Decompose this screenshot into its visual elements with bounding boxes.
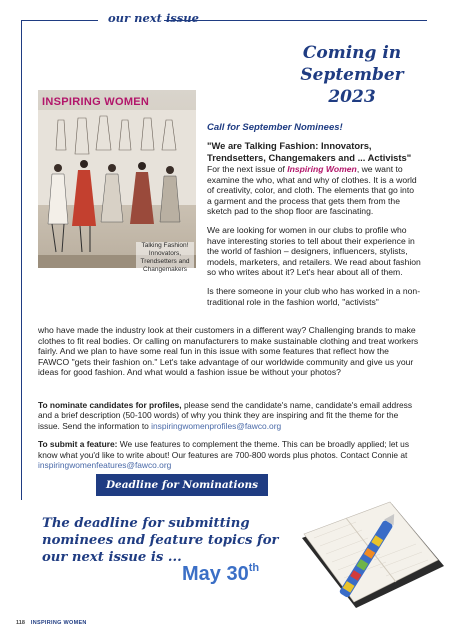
footer-brand: INSPIRING WOMEN [30, 620, 87, 626]
coming-heading [282, 42, 422, 108]
profiles-paragraph: We are looking for women in our clubs to profile who have interesting stories to tell about their experience in the world of fashion – designers, influencers, stylists, models, marketers, and retailers. We read about fashion so who writes about it? Let's hear about all of them. [207, 224, 421, 278]
article-body-column [207, 140, 421, 315]
deadline-date-suffix: th [248, 562, 260, 574]
cover-caption-line: Talking Fashion! [141, 242, 189, 249]
cover-caption-line: Innovators, [148, 250, 182, 257]
submission-instructions [38, 400, 422, 478]
theme-quote: "We are Talking Fashion: Innovators, Trendsetters, Changemakers and ... Activists" [207, 140, 412, 163]
deadline-date [182, 562, 259, 586]
deadline-line: nominees and feature topics for [42, 533, 279, 548]
planner-and-pen-image [296, 500, 446, 615]
coming-line2: September 2023 [300, 65, 404, 107]
cover-caption-line: Changemakers [142, 266, 188, 273]
profiles-email-link[interactable]: inspiringwomenprofiles@fawco.org [151, 420, 282, 431]
feature-instructions [38, 439, 422, 470]
deadline-line: our next issue is ... [42, 550, 182, 565]
feature-heading: To submit a feature: [38, 439, 118, 450]
deadline-date-main: May 30 [182, 563, 249, 585]
deadline-line: The deadline for submitting [42, 516, 250, 531]
feature-text: We use features to complement the theme. This can be broadly applied; let us know what you'd like to write about! Our features are 700-800 words plus photos. Contact Connie at [38, 439, 410, 460]
magazine-name: Inspiring Women [287, 164, 357, 174]
cover-caption-line: Trendsetters and [140, 258, 190, 265]
section-label: our next issue [108, 11, 199, 25]
activists-paragraph-continued: who have made the industry look at their customers in a different way? Challenging brands to make clothes to fit real bodies. Or calling on manufacturers to make sustainable clothing and treat workers fairly. And we plan to have some real fun in this issue with some features that reflect how the FAWCO "gets their fashion on." Let's take advantage of our worldwide community and give us your ideas for good fashion. And what would a fashion issue be without your photos? [38, 325, 419, 378]
profiles-heading: To nominate candidates for profiles, [38, 400, 182, 410]
intro-paragraph [207, 164, 421, 217]
intro-rest: , we want to examine the who, what and why of clothes. It is a world of creativity, color, and cloth. The elements that go into a garment and the process that gets them from the sketch pad to the shop floor are fascinating. [207, 164, 417, 217]
cover-title: INSPIRING WOMEN [42, 96, 150, 108]
activists-paragraph-start: Is there someone in your club who has worked in a non-traditional role in the fashion world, "activists" [207, 285, 421, 307]
profiles-instructions [38, 400, 422, 431]
feature-email-link[interactable]: inspiringwomenfeatures@fawco.org [38, 460, 172, 471]
profiles-text: please send the candidate's name, candidate's email address and a brief description (50-100 words) of why you think they are inspiring and fit the theme for the issue. Send the information to [38, 400, 413, 431]
cover-caption [136, 242, 194, 274]
deadline-statement [42, 515, 282, 566]
call-for-nominees: Call for September Nominees! [207, 122, 343, 133]
page-number: 118 [16, 620, 25, 626]
magazine-cover-image [38, 90, 196, 273]
intro-prefix: For the next issue of [207, 164, 288, 174]
deadline-banner: Deadline for Nominations [96, 474, 268, 496]
coming-line1: Coming in [302, 43, 402, 63]
page-footer [16, 620, 87, 626]
